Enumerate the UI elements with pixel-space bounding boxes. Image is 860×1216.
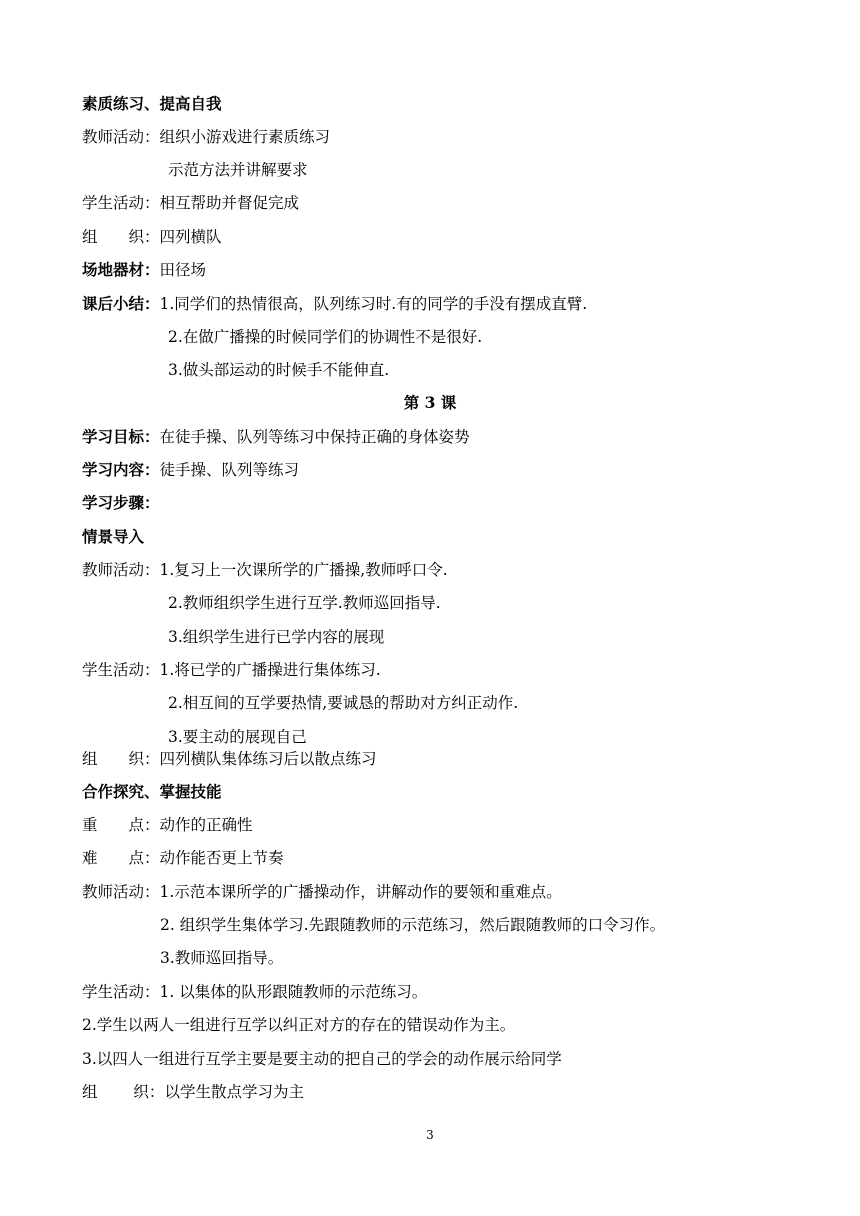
- text-line: [82, 294, 587, 314]
- field-value: 2.在做广播操的时候同学们的协调性不是很好.: [168, 328, 483, 346]
- text-line: [82, 560, 448, 580]
- field-value: 以学生散点学习为主: [164, 1083, 304, 1101]
- text-line: [82, 660, 381, 680]
- field-value: 徒手操、队列等练习: [159, 461, 300, 479]
- text-line: [82, 749, 377, 769]
- field-value: 四列横队集体练习后以散点练习: [159, 750, 377, 768]
- section-heading: [82, 782, 222, 802]
- field-label: 组 织：: [82, 750, 160, 768]
- field-value: 3.要主动的展现自己: [168, 728, 307, 746]
- text-line: [82, 460, 299, 480]
- text-line: [82, 227, 222, 247]
- text-line: [82, 882, 562, 902]
- text-line: [168, 593, 441, 613]
- lesson-heading: 第 3 课: [403, 393, 457, 412]
- text-line: [168, 360, 389, 380]
- field-label: 学习内容：: [82, 460, 160, 479]
- text-line: [82, 260, 206, 280]
- field-label: 教师活动：: [82, 561, 160, 579]
- field-value: 2. 组织学生集体学习.先跟随教师的示范练习，然后跟随教师的口令习作。: [160, 916, 666, 934]
- field-value: 四列横队: [159, 228, 222, 246]
- text-line: [82, 982, 427, 1002]
- field-value: 动作的正确性: [159, 816, 253, 834]
- field-value: 3.以四人一组进行互学主要是要主动的把自己的学会的动作展示给同学: [82, 1050, 562, 1068]
- field-value: 学习步骤：: [82, 493, 160, 512]
- field-value: 1.复习上一次课所学的广播操,教师呼口令.: [159, 561, 448, 579]
- field-value: 田径场: [159, 261, 207, 279]
- field-value: 组织小游戏进行素质练习: [159, 128, 331, 146]
- field-value: 2.相互间的互学要热情,要诚恳的帮助对方纠正动作.: [168, 694, 519, 712]
- field-value: 在徒手操、队列等练习中保持正确的身体姿势: [159, 428, 470, 446]
- text-line: [82, 1015, 515, 1035]
- field-value: 合作探究、掌握技能: [82, 782, 222, 801]
- field-label: 学生活动：: [82, 194, 160, 212]
- field-label: 重 点：: [82, 816, 160, 834]
- field-value: 2.学生以两人一组进行互学以纠正对方的存在的错误动作为主。: [82, 1016, 516, 1034]
- field-value: 1.同学们的热情很高，队列练习时.有的同学的手没有摆成直臂.: [159, 295, 588, 313]
- field-value: 情景导入: [82, 527, 145, 546]
- field-label: 难 点：: [82, 849, 160, 867]
- text-line: [82, 1082, 304, 1102]
- text-line: [82, 815, 253, 835]
- section-heading: [82, 493, 160, 513]
- text-line: [82, 427, 470, 447]
- text-line: [82, 127, 330, 147]
- field-value: 素质练习、提高自我: [82, 94, 222, 113]
- field-value: 3.组织学生进行已学内容的展现: [168, 628, 385, 646]
- text-line: [160, 915, 665, 935]
- field-label: 课后小结：: [82, 294, 160, 313]
- field-label: 组 织：: [82, 228, 160, 246]
- field-value: 相互帮助并督促完成: [159, 194, 300, 212]
- text-line: [168, 727, 307, 747]
- field-label: 教师活动：: [82, 128, 160, 146]
- text-line: [168, 627, 384, 647]
- section-heading: [82, 527, 144, 547]
- field-label: 学习目标：: [82, 427, 160, 446]
- field-label: 学生活动：: [82, 983, 160, 1001]
- field-value: 动作能否更上节奏: [159, 849, 284, 867]
- field-value: 1. 以集体的队形跟随教师的示范练习。: [159, 983, 428, 1001]
- field-value: 3.教师巡回指导。: [160, 949, 284, 967]
- field-value: 示范方法并讲解要求: [168, 161, 308, 179]
- field-value: 1.将已学的广播操进行集体练习.: [159, 661, 381, 679]
- field-label: 学生活动：: [82, 661, 160, 679]
- field-label: 组 织：: [82, 1083, 165, 1101]
- field-label: 场地器材：: [82, 260, 160, 279]
- text-line: [168, 327, 482, 347]
- text-line: [82, 848, 284, 868]
- section-heading: [82, 94, 222, 114]
- text-line: [82, 1049, 562, 1069]
- field-value: 2.教师组织学生进行互学.教师巡回指导.: [168, 594, 441, 612]
- text-line: [168, 693, 518, 713]
- text-line: [160, 948, 283, 968]
- field-label: 教师活动：: [82, 883, 160, 901]
- text-line: [168, 160, 308, 180]
- page-number: 3: [426, 1128, 434, 1142]
- field-value: 1.示范本课所学的广播操动作，讲解动作的要领和重难点。: [159, 883, 562, 901]
- field-value: 3.做头部运动的时候手不能伸直.: [168, 361, 390, 379]
- text-line: [82, 193, 299, 213]
